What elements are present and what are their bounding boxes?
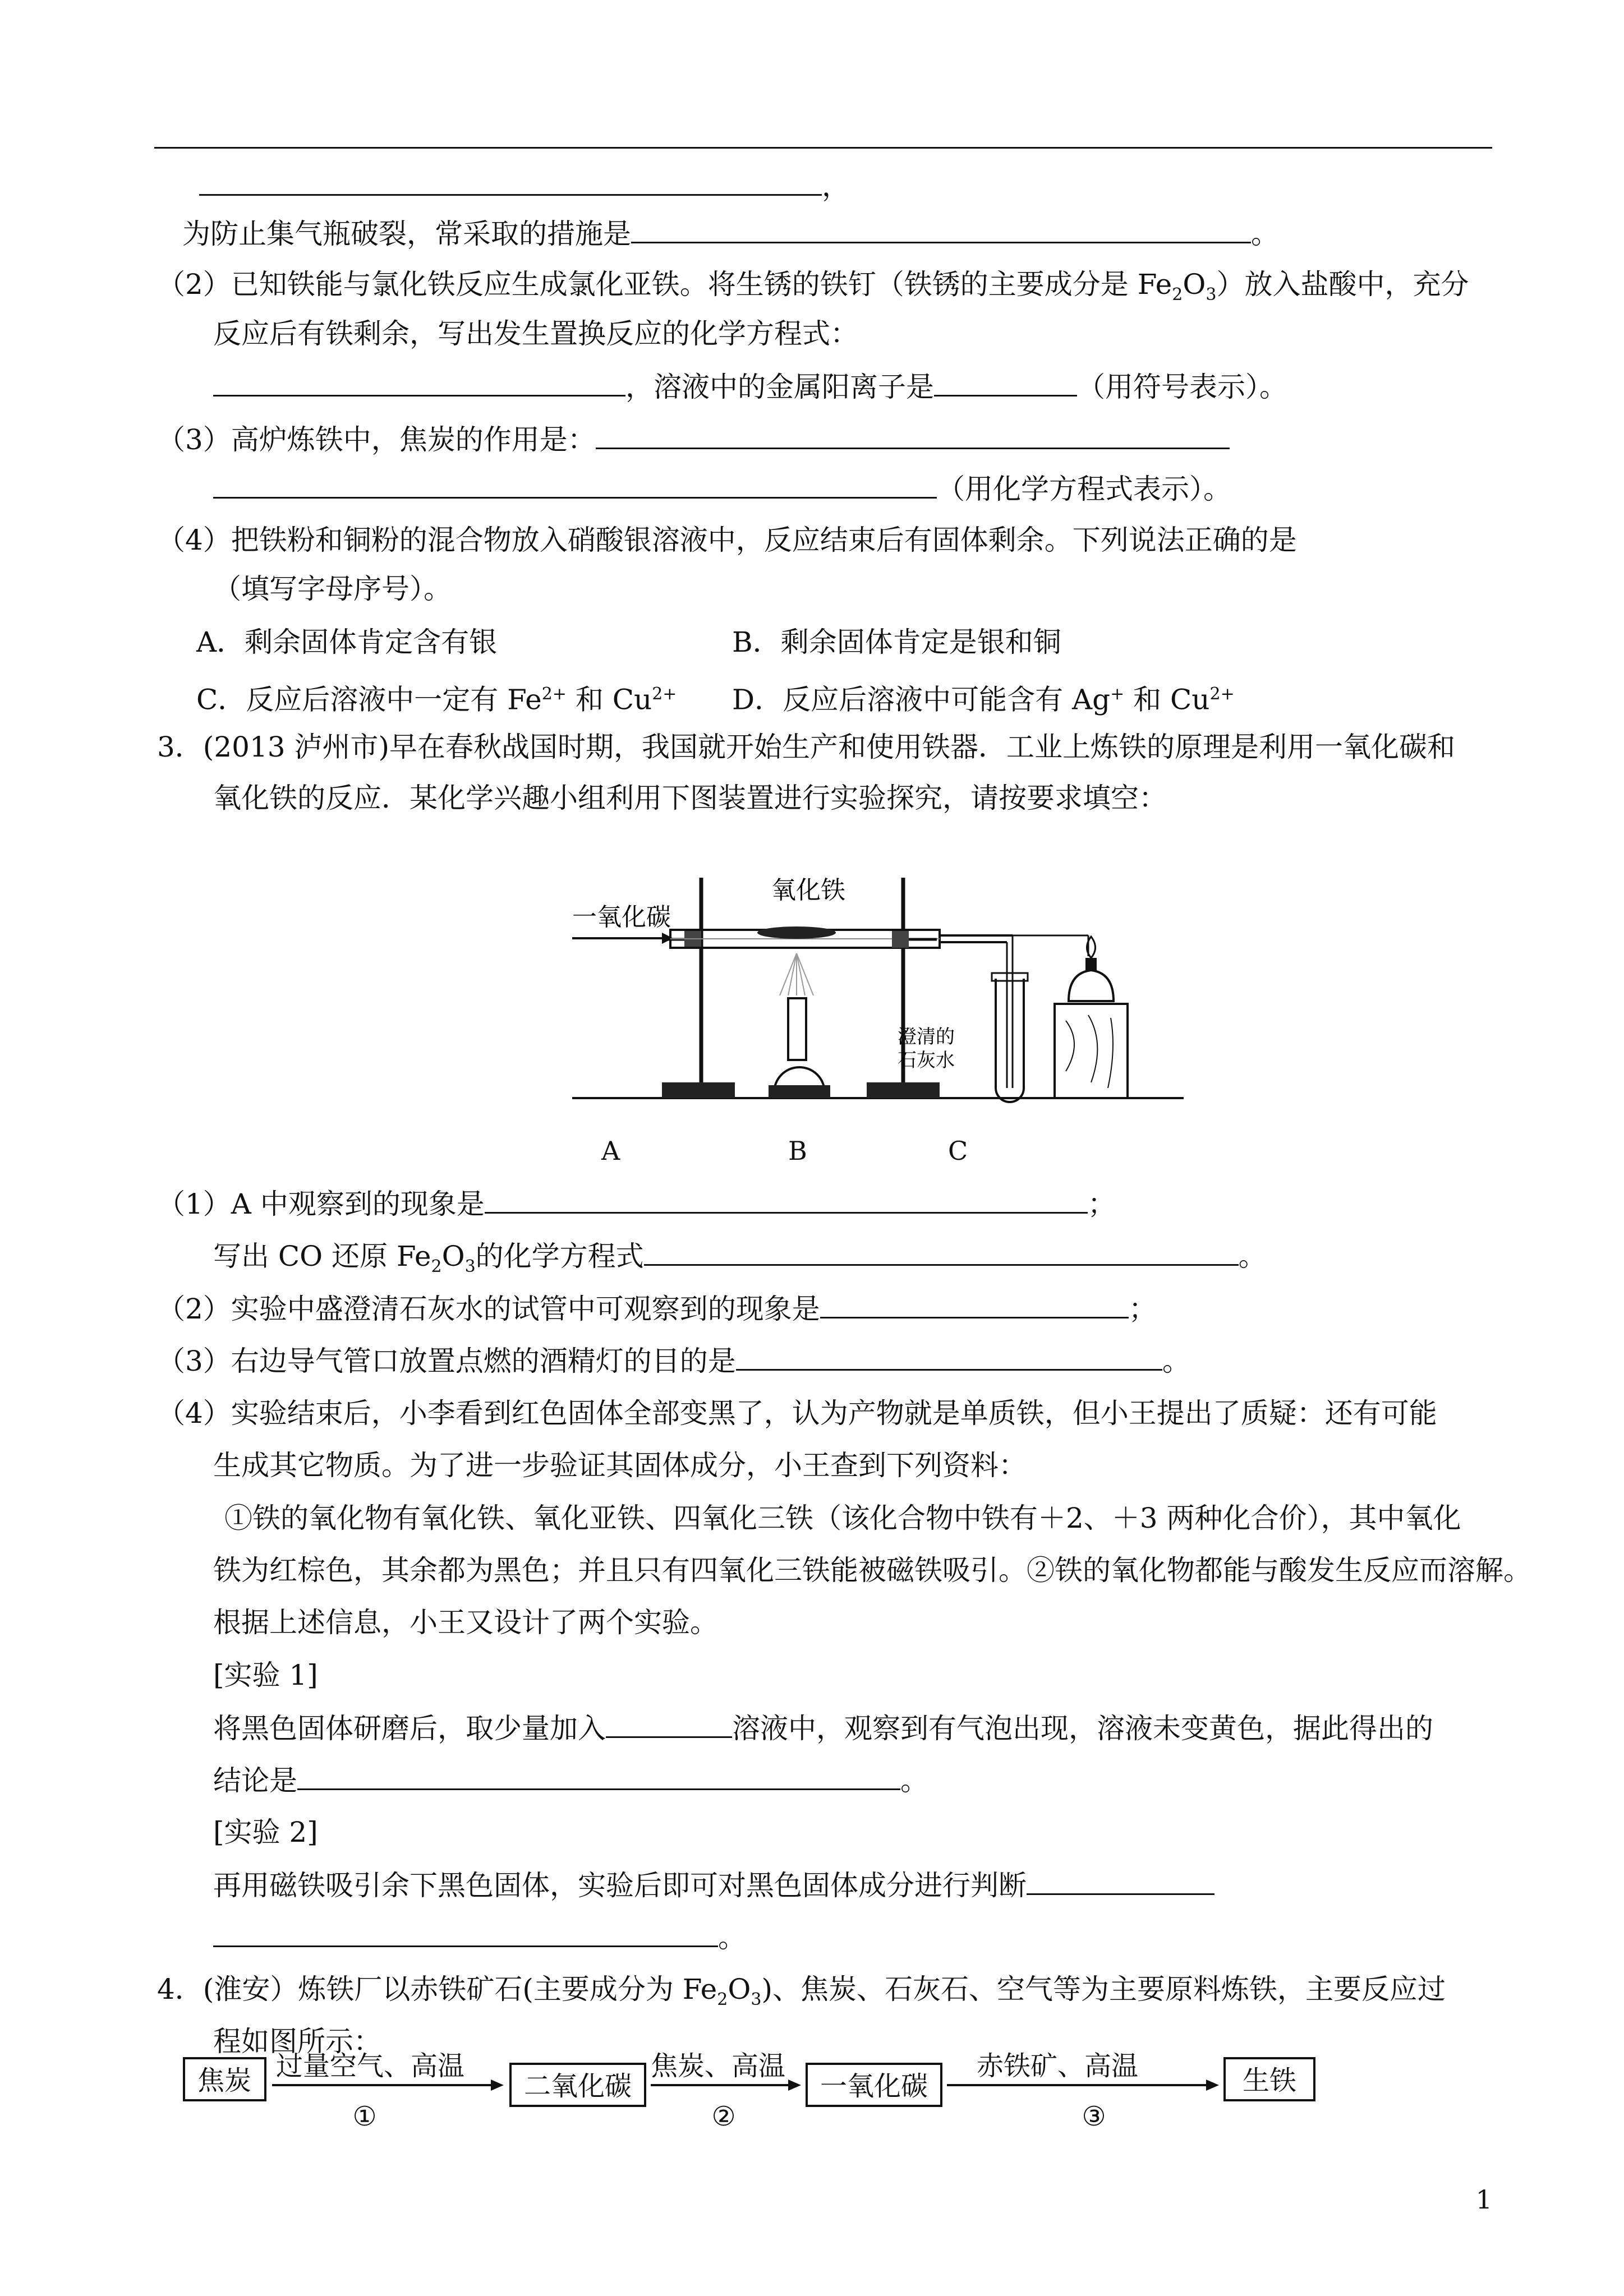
flow-step1-number: ① bbox=[352, 2101, 377, 2132]
answer-blank[interactable] bbox=[485, 1186, 1088, 1214]
flow-step2-condition: 焦炭、高温 bbox=[650, 2050, 786, 2082]
q3-3-line: （3）右边导气管口放置点燃的酒精灯的目的是 。 bbox=[157, 1343, 1190, 1378]
answer-blank[interactable] bbox=[213, 369, 625, 397]
q3-line1: 3．(2013 泸州市)早在春秋战国时期，我国就开始生产和使用铁器．工业上炼铁的原理是利用一氧化碳和 bbox=[157, 731, 1455, 763]
flow-box-pig-iron-text: 生铁 bbox=[1242, 2065, 1297, 2096]
flow-step1-condition: 过量空气、高温 bbox=[275, 2050, 465, 2082]
figure-label-a: A bbox=[601, 1136, 620, 1166]
flow-box-co-text: 一氧化碳 bbox=[820, 2071, 928, 2102]
option-a: A．剩余固体肯定含有银 bbox=[196, 626, 498, 658]
option-d: D．反应后溶液中可能含有 Ag+ 和 $Cu^{2+}$ bbox=[732, 683, 1235, 716]
q2-3-line1: （3）高炉炼铁中，焦炭的作用是： bbox=[157, 422, 1230, 457]
experiment-1-heading: [实验 1] bbox=[213, 1659, 318, 1691]
experiment-2-heading: [实验 2] bbox=[213, 1816, 318, 1848]
option-c: C．反应后溶液中一定有 $Fe^{2+}$ 和 $Cu^{2+}$ bbox=[196, 683, 677, 716]
answer-blank[interactable] bbox=[596, 422, 1230, 449]
co-label: 一氧化碳 bbox=[572, 903, 671, 932]
q3-4-line1: （4）实验结束后，小李看到红色固体全部变黑了，认为产物就是单质铁，但小王提出了质疑：还有可能 bbox=[157, 1397, 1437, 1430]
answer-blank[interactable] bbox=[820, 1291, 1129, 1318]
answer-line-continued: ， bbox=[199, 168, 850, 203]
fe2o3-label: 氧化铁 bbox=[771, 876, 845, 905]
option-b: B．剩余固体肯定是银和铜 bbox=[732, 626, 1061, 658]
header-rule bbox=[154, 147, 1492, 149]
flow-box-coke-text: 焦炭 bbox=[197, 2065, 252, 2096]
experiment-2-line1: 再用磁铁吸引余下黑色固体，实验后即可对黑色固体成分进行判断 bbox=[213, 1868, 1214, 1902]
answer-blank[interactable] bbox=[736, 1343, 1162, 1371]
q4-line2: 程如图所示： bbox=[213, 2025, 381, 2058]
page-number: 1 bbox=[1475, 2184, 1492, 2215]
q2-2-line2: 反应后有铁剩余，写出发生置换反应的化学方程式： bbox=[213, 317, 858, 350]
iron-smelting-flow bbox=[180, 2041, 1324, 2154]
answer-blank[interactable] bbox=[213, 471, 937, 499]
q3-1-line2: 写出 CO 还原 $Fe_2O_3$的化学方程式 。 bbox=[213, 1238, 1267, 1284]
answer-blank[interactable] bbox=[631, 216, 1251, 243]
q3-4-line2: 生成其它物质。为了进一步验证其固体成分，小王查到下列资料： bbox=[213, 1449, 1027, 1482]
q2-2-line3: ，溶液中的金属阳离子是 （用符号表示）。 bbox=[213, 369, 1287, 404]
experiment-2-line2: 。 bbox=[213, 1920, 746, 1954]
q2-4-line2: （填写字母序号）。 bbox=[213, 573, 452, 605]
figure-label-c: C bbox=[948, 1136, 968, 1166]
answer-blank[interactable] bbox=[1027, 1868, 1214, 1895]
q2-4-line1: （4）把铁粉和铜粉的混合物放入硝酸银溶液中，反应结束后有固体剩余。下列说法正确的是 bbox=[157, 524, 1297, 556]
figure-label-b: B bbox=[788, 1136, 807, 1166]
apparatus-figure bbox=[561, 858, 1189, 1122]
answer-blank[interactable] bbox=[213, 1920, 718, 1947]
limewater-label-1: 澄清的 bbox=[898, 1026, 955, 1048]
q3-1-line1: （1）A 中观察到的现象是 ； bbox=[157, 1186, 1116, 1221]
answer-blank[interactable] bbox=[644, 1238, 1239, 1266]
prevent-breakage-line: 为防止集气瓶破裂，常采取的措施是 。 bbox=[182, 216, 1279, 251]
q3-4-line5: 根据上述信息，小王又设计了两个实验。 bbox=[213, 1606, 718, 1639]
answer-blank[interactable] bbox=[297, 1763, 900, 1790]
q3-2-line: （2）实验中盛澄清石灰水的试管中可观察到的现象是 ； bbox=[157, 1291, 1157, 1326]
flow-box-co2-text: 二氧化碳 bbox=[523, 2071, 632, 2102]
experiment-1-line1: 将黑色固体研磨后，取少量加入 溶液中，观察到有气泡出现，溶液未变黄色，据此得出的 bbox=[213, 1711, 1433, 1745]
answer-blank[interactable] bbox=[606, 1711, 732, 1738]
answer-blank[interactable] bbox=[199, 168, 822, 196]
experiment-1-line2: 结论是 。 bbox=[213, 1763, 928, 1797]
q2-2-line1: （2）已知铁能与氯化铁反应生成氯化亚铁。将生锈的铁钉（铁锈的主要成分是 $Fe_2O_3$）放入盐酸中，充分 bbox=[157, 268, 1469, 305]
q3-line2: 氧化铁的反应．某化学兴趣小组利用下图装置进行实验探究，请按要求填空： bbox=[213, 782, 1167, 814]
flow-step2-number: ② bbox=[711, 2101, 736, 2132]
q2-3-line2: （用化学方程式表示）。 bbox=[213, 471, 1231, 506]
q3-4-line4: 铁为红棕色，其余都为黑色；并且只有四氧化三铁能被磁铁吸引。②铁的氧化物都能与酸发生反应而溶解。 bbox=[213, 1554, 1531, 1587]
flow-step3-number: ③ bbox=[1082, 2101, 1106, 2132]
flow-step3-condition: 赤铁矿、高温 bbox=[976, 2050, 1139, 2082]
limewater-label-2: 石灰水 bbox=[898, 1049, 955, 1072]
answer-blank[interactable] bbox=[934, 369, 1077, 397]
q3-4-line3: ①铁的氧化物有氧化铁、氧化亚铁、四氧化三铁（该化合物中铁有＋2、＋3 两种化合价），其中氧化 bbox=[224, 1502, 1461, 1534]
q4-line1: 4．(淮安）炼铁厂以赤铁矿石(主要成分为 $Fe_2O_3$)、焦炭、石灰石、空气等为主要原料炼铁，主要反应过 bbox=[157, 1973, 1446, 2009]
